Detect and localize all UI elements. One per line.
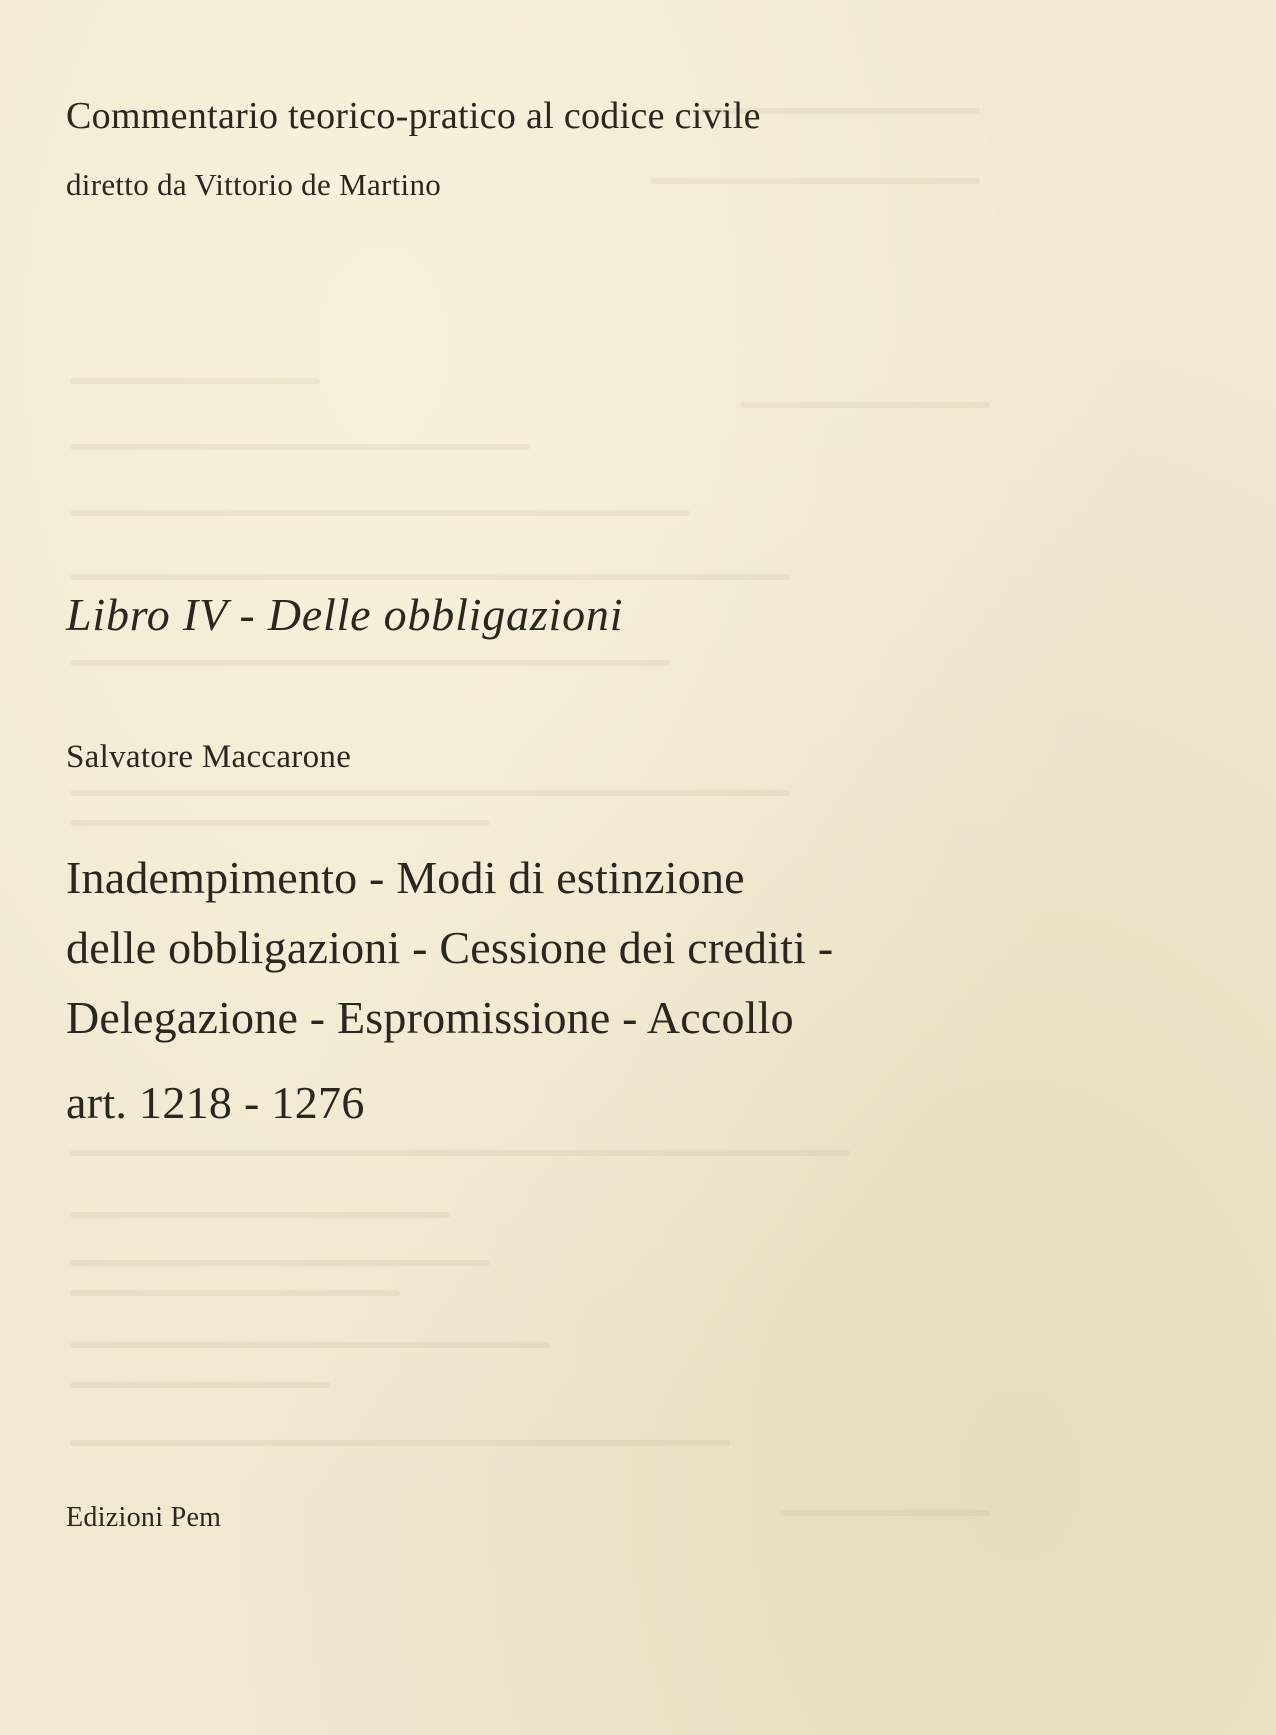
volume-title: Libro IV - Delle obbligazioni <box>66 589 624 640</box>
subject-line: Inadempimento - Modi di estinzione <box>66 852 745 903</box>
series-editor: diretto da Vittorio de Martino <box>66 167 442 202</box>
subject-line: Delegazione - Espromissione - Accollo <box>66 992 794 1043</box>
author-name: Salvatore Maccarone <box>66 739 352 775</box>
publisher-name: Edizioni Pem <box>66 1502 222 1533</box>
subject-line: delle obbligazioni - Cessione dei crediti - <box>66 922 834 973</box>
article-range: art. 1218 - 1276 <box>66 1077 365 1128</box>
book-subject <box>66 843 833 1053</box>
series-title: Commentario teorico-pratico al codice civile <box>66 95 761 137</box>
